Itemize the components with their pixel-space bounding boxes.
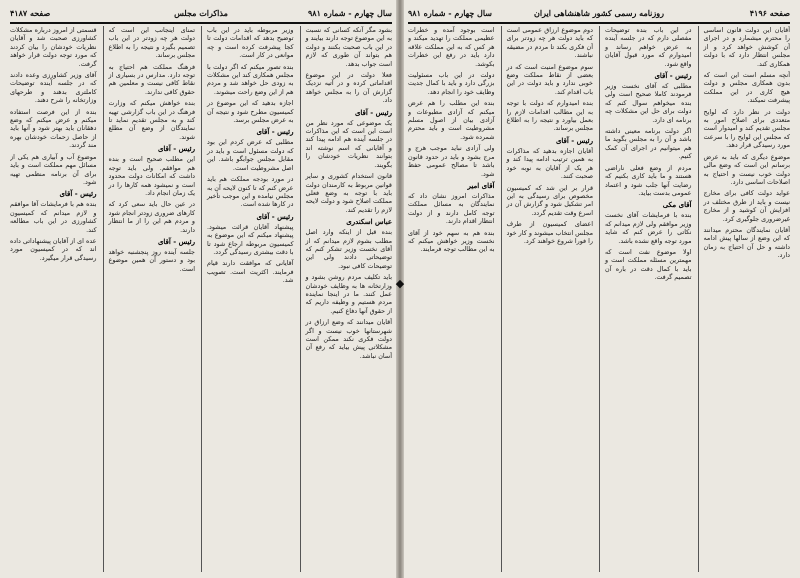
left-page-issue: سال چهارم - شماره ۹۸۱ [307,8,392,18]
speaker-heading: رئیس - آقای [654,71,692,81]
left-page-column [103,26,196,572]
right-page-issue: سال چهارم - شماره ۹۸۱ [408,8,493,18]
paragraph: دوم موضوع ارزاق عمومی است که باید دولت هر چه زودتر برای آن فکری بکند تا مردم در مضیقه نباشند. [506,26,593,60]
right-page-column [501,26,594,572]
paragraph: اجازه بدهید که این موضوع در کمیسیون مطرح شود و نتیجه آن به عرض مجلس برسد. [207,99,294,125]
paragraph: فرهنگ مملکت هم احتیاج به توجه دارد. مدارس در بسیاری از نقاط کافی نیست و معلمین هم حقوق کافی ندارند. [108,62,195,96]
paragraph: این مطلب صحیح است و بنده هم موافقم. ولی باید توجه داشت که امکانات دولت محدود است و نمیشود همه کارها را در یک زمان انجام داد. [108,155,195,197]
paragraph: مذاکرات امروز نشان داد که نمایندگان به مسائل مملکت توجه کامل دارند و از دولت انتظار اقدام دارند. [408,191,495,226]
paragraph: در مورد بودجه مملکت هم باید عرض کنم که تا کنون لایحه آن به مجلس نیامده و این موجب تأخیر در کارها شده است. [207,175,294,209]
speaker-heading: رئیس - آقای [59,189,97,199]
paragraph: بنده قبل از اینکه وارد اصل مطلب بشوم لازم میدانم که از آقای نخست وزیر تشکر کنم که توضیحاتی دادند ولی این توضیحات کافی نبود. [305,228,392,270]
right-page-column [408,26,495,572]
paragraph: تمنای اینجانب این است که دولت هر چه زودتر در این باب تصمیم بگیرد و نتیجه را به اطلاع مجلس برساند. [108,26,195,60]
paragraph: بنده با فرمایشات آقای نخست وزیر موافقم ولی لازم میدانم که نکاتی را عرض کنم که شاید مورد توجه واقع نشده باشد. [605,211,692,245]
speaker-heading: آقای امیر [467,180,495,190]
paragraph: یک موضوعی که مورد نظر من است این است که این مذاکرات در جلسه آینده هم ادامه پیدا کند و آقایانی که اسم نوشته اند بتوانند نظریات خودشان را بگویند. [305,118,392,169]
paragraph: آقایان نمایندگان محترم میدانند که این وضع از سالها پیش ادامه داشته و حل آن احتیاج به زمان دارد. [703,225,790,260]
speaker-heading: رئیس - آقای [157,236,195,246]
paragraph: موضوع دیگری که باید به عرض برسانم این است که وضع مالی دولت خوب نیست و احتیاج به اصلاحات اساسی دارد. [703,152,790,186]
right-page-columns [408,26,790,572]
left-page-column [300,26,393,572]
left-page-columns [10,26,392,572]
paragraph: بنده این مطلب را هم عرض میکنم که آزادی مطبوعات و آزادی بیان از اصول مسلم مشروطیت است و باید محترم شمرده شود. [408,99,495,141]
paragraph: بنده از این فرصت استفاده میکنم و عرض میکنم که وضع دهقانان باید بهتر شود و آنها باید از حاصل زحمات خودشان بهره مند گردند. [10,107,97,150]
paragraph: اولا موضوع نفت است که مهمترین مسئله مملکت است و باید با کمال دقت در باره آن تصمیم گرفت. [605,247,692,282]
speaker-heading: رئیس - آقای [256,127,294,137]
paragraph: بنده هم با فرمایشات آقا موافقم و لازم میدانم که کمیسیون کشاورزی در این باب مطالعه کند. [10,200,97,234]
paragraph: آقایان اجازه بدهید که مذاکرات به همین ترتیب ادامه پیدا کند و هر یک از آقایان به نوبه خود صحبت کنند. [506,146,593,181]
paragraph: مردم از وضع فعلی ناراضی هستند و ما باید کاری بکنیم که رضایت آنها جلب شود و اعتماد عمومی بدست بیاید. [605,163,692,197]
paragraph: ولی آزادی نباید موجب هرج و مرج بشود و باید در حدود قانون باشد تا مصالح عمومی حفظ شود. [408,144,495,178]
right-page-column [599,26,692,572]
paragraph: در عین حال باید سعی کرد که کارهای ضروری زودتر انجام شود و مردم هم این را از ما انتظار دارند. [108,200,195,234]
paragraph: بنده تصور میکنم که اگر دولت با مجلس همکاری کند این مشکلات به زودی حل خواهد شد و مردم هم از این وضع راحت میشوند. [207,62,294,96]
paragraph: موضوع آب و آبیاری هم یکی از مسائل مهم مملکت است و باید برای آن برنامه منظمی تهیه شود. [10,152,97,186]
paragraph: است بوجود آمده و خطرات عظیمی مملکت را تهدید میکند و هر کس که به این مملکت علاقه دارد باید در رفع این خطرات بکوشد. [408,26,495,68]
paragraph: بشود مگر آنکه کسانی که نسبت به این موضوع توجه دارند بیایند و در این باب صحبت بکنند و دولت هم بتواند آن طوری که لازم است جواب بدهد. [305,26,392,68]
paragraph: بنده امیدوارم که دولت با توجه به این مطالب اقدامات لازم را بعمل بیاورد و نتیجه را به اطلاع مجلس برساند. [506,99,593,133]
paragraph: مطلبی که آقای نخست وزیر فرمودند کاملا صحیح است ولی بنده میخواهم سوال کنم که دولت برای حل این مشکلات چه برنامه ای دارد. [605,82,692,124]
speaker-heading: آقای مکی [662,200,692,210]
paragraph: عواید دولت کافی برای مخارج نیست و باید از طرق مختلف در افزایش آن کوشید و از مخارج غیرضروری جلوگیری کرد. [703,189,790,223]
paragraph: آنچه مسلم است این است که بدون همکاری مجلس و دولت هیچ کاری در این مملکت پیشرفت نمیکند. [703,71,790,105]
left-page-header [10,6,392,24]
left-page-title: مذاکرات مجلس [174,8,228,18]
paragraph: قسمتی از امروز درباره مشکلات کشاورزی صحبت شد و آقایان نظریات خودشان را بیان کردند که مورد توجه دولت قرار خواهد گرفت. [10,26,97,68]
paragraph: دولت در این باب مسئولیت بزرگی دارد و باید با کمال جدیت وظایف خود را انجام دهد. [408,71,495,96]
speaker-heading: رئیس - آقای [354,107,392,117]
left-page-column [201,26,294,572]
paragraph: آقای وزیر کشاورزی وعده دادند که در جلسه آینده توضیحات کاملتری بدهند و طرحهای وزارتخانه را شرح دهند. [10,71,97,105]
paragraph: اعضای کمیسیون از طرف مجلس انتخاب میشوند و کار خود را فورا شروع خواهند کرد. [506,220,593,245]
right-page-column [698,26,791,572]
left-page-column [10,26,97,572]
paragraph: باید تکلیف مردم روشن بشود و وزارتخانه ها به وظایف خودشان عمل کنند. ما در اینجا نماینده مردم هستیم و وظیفه داریم که از حقوق آنها دفاع کنیم. [305,273,392,315]
speaker-heading: رئیس - آقای [555,135,593,145]
left-page-number: صفحه ۴۱۸۷ [10,8,51,18]
paragraph: فعلا دولت در این موضوع اقداماتی کرده و در آتیه نزدیک گزارش آن را به مجلس خواهد داد. [305,71,392,105]
paragraph: پیشنهاد آقایان قرائت میشود. پیشنهاد میکنم که این موضوع به کمیسیون مربوطه ارجاع شود تا با دقت بیشتری رسیدگی گردد. [207,222,294,256]
paragraph: بنده هم به سهم خود از آقای نخست وزیر خواهش میکنم که به این مطالب توجه فرمایند. [408,228,495,254]
speaker-heading: رئیس - آقای [256,211,294,221]
paragraph: آقایان این دولت قانون اساسی را محترم میشمارد و در اجرای آن کوشش خواهد کرد و از مجلس انتظار دارد که با دولت همکاری کند. [703,26,790,68]
right-page-title: روزنامه رسمی کشور شاهنشاهی ایران [534,8,664,18]
binding-mark-icon: ◆ [395,277,405,290]
paragraph: جلسه آینده روز پنجشنبه خواهد بود و دستور آن همین موضوع است. [108,247,195,273]
right-page [400,0,800,578]
paragraph: مطلبی که عرض کردم این بود که دولت مسئول است و باید در مقابل مجلس جوابگو باشد. این اصل مشروطیت است. [207,138,294,172]
paragraph: دولت در نظر دارد که لوایح متعددی برای اصلاح امور به مجلس تقدیم کند و امیدوار است که مجلس این لوایح را با سرعت مورد رسیدگی قرار دهد. [703,107,790,150]
paragraph: وزیر مربوطه باید در این باب توضیح بدهد که اقدامات دولت تا کجا پیشرفت کرده است و چه موانعی در کار است. [207,26,294,60]
right-page-number: صفحه ۴۱۹۶ [749,8,790,18]
paragraph: آقایانی که موافقت دارند قیام فرمایند. اکثریت است. تصویب شد. [207,259,294,285]
paragraph: بنده خواهش میکنم که وزارت فرهنگ در این باب گزارشی تهیه کند و به مجلس تقدیم نماید تا نمایندگان از وضع آن مطلع شوند. [108,99,195,141]
paragraph: آقایان میدانند که وضع ارزاق در شهرستانها خوب نیست و اگر دولت فکری نکند ممکن است مشکلاتی پیش بیاید که رفع آن آسان نباشد. [305,318,392,360]
paragraph: در این باب بنده توضیحات مفصلی دارم که در جلسه آینده به عرض خواهم رساند و امیدوارم که مورد قبول آقایان واقع شود. [605,26,692,68]
right-page-header [408,6,790,24]
speaker-heading: رئیس - آقای [157,144,195,154]
paragraph: قرار بر این شد که کمیسیون مخصوص برای رسیدگی به این امر تشکیل شود و گزارش آن در اسرع وقت تقدیم گردد. [506,183,593,217]
paragraph: سوم موضوع امنیت است که در بعضی از نقاط مملکت وضع خوبی ندارد و باید دولت در این باب اقدام کند. [506,62,593,96]
paragraph: اگر دولت برنامه معینی داشته باشد و آن را به مجلس بگوید ما هم میتوانیم در اجرای آن کمک کنیم. [605,127,692,161]
paragraph: قانون استخدام کشوری و سایر قوانین مربوط به کارمندان دولت باید با توجه به وضع فعلی مملکت اصلاح شود و دولت لایحه لازم را تقدیم کند. [305,172,392,214]
speaker-heading: عباس اسکندری [346,217,392,227]
paragraph: عده ای از آقایان پیشنهاداتی داده اند که در کمیسیون مورد رسیدگی قرار میگیرد. [10,236,97,262]
